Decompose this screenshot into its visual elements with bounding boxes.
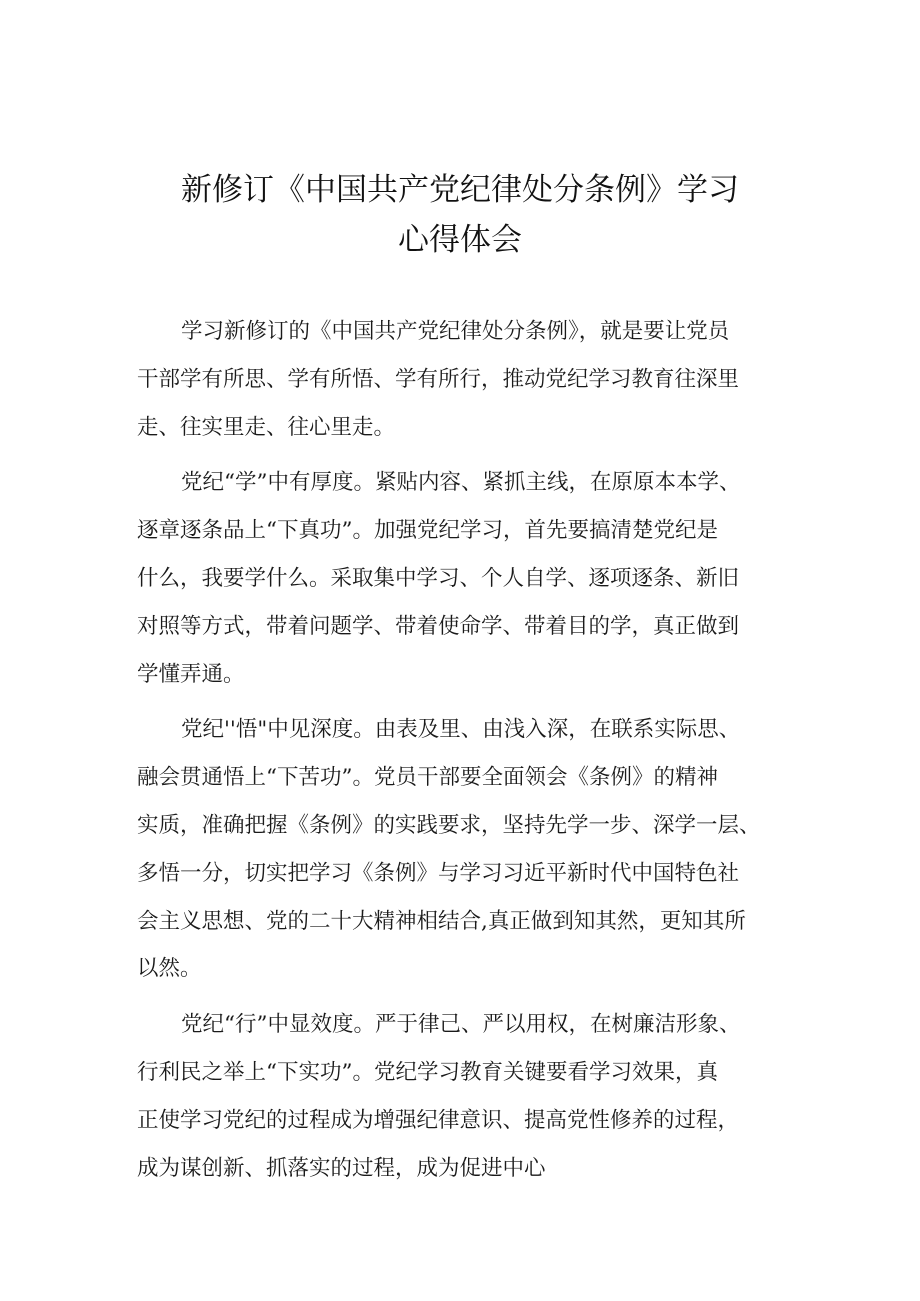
document-body <box>137 308 792 1200</box>
paragraph-understand <box>137 706 792 993</box>
paragraph-practice <box>137 1001 792 1192</box>
text-line: 成为谋创新、抓落实的过程，成为促进中心 <box>137 1155 546 1181</box>
text-line: 学习新修订的《中国共产党纪律处分条例》，就是要让党员 <box>181 319 730 344</box>
text-line: 融会贯通悟上“下苦功”。党员干部要全面领会《条例》的精神 <box>137 765 718 791</box>
text-line: 走、往实里走、往心里走。 <box>137 414 396 440</box>
paragraph-study <box>137 459 792 698</box>
title-line: 心得体会 <box>398 222 522 258</box>
paragraph-intro <box>137 308 792 451</box>
text-line: 会主义思想、党的二十大精神相结合,真正做到知其然，更知其所 <box>137 908 746 934</box>
text-line: 行利民之举上“下实功”。党纪学习教育关键要看学习效果，真 <box>137 1059 718 1085</box>
text-line: 党纪“行”中显效度。严于律己、严以用权，在树廉洁形象、 <box>181 1012 741 1038</box>
text-line: 对照等方式，带着问题学、带着使命学、带着目的学，真正做到 <box>137 613 740 639</box>
text-line: 干部学有所思、学有所悟、学有所行，推动党纪学习教育往深里 <box>137 366 740 392</box>
text-line: 多悟一分，切实把学习《条例》与学习习近平新时代中国特色社 <box>137 860 740 886</box>
text-line: 逐章逐条品上“下真功”。加强党纪学习，首先要搞清楚党纪是 <box>137 518 718 544</box>
text-line: 以然。 <box>137 956 202 982</box>
title-line: 新修订《中国共产党纪律处分条例》学习 <box>181 172 739 208</box>
text-line: 党纪“学”中有厚度。紧贴内容、紧抓主线，在原原本本学、 <box>181 470 741 496</box>
text-line: 实质，准确把握《条例》的实践要求，坚持先学一步、深学一层、 <box>137 812 761 838</box>
text-line: 什么，我要学什么。采取集中学习、个人自学、逐项逐条、新旧 <box>137 565 740 591</box>
text-line: 党纪''悟"中见深度。由表及里、由浅入深，在联系实际思、 <box>181 717 741 743</box>
text-line: 正使学习党纪的过程成为增强纪律意识、提高党性修养的过程， <box>137 1107 740 1133</box>
document-title <box>0 165 920 265</box>
text-line: 学懂弄通。 <box>137 661 245 687</box>
